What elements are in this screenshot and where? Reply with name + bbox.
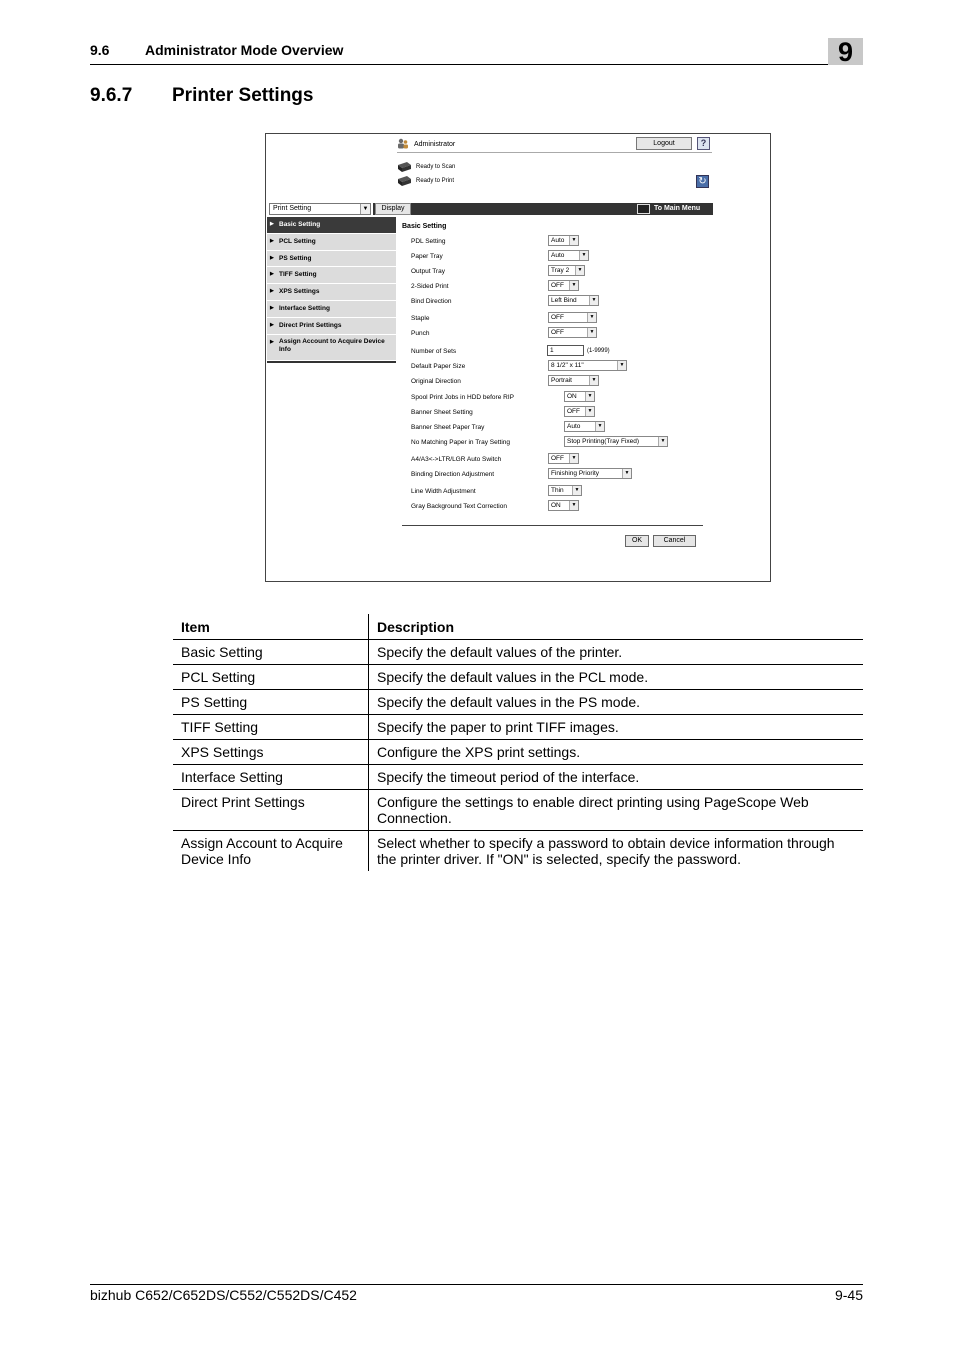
chevron-down-icon: ▼ [589, 296, 598, 305]
item-cell: Assign Account to Acquire Device Info [173, 831, 369, 872]
select-value: OFF [551, 282, 564, 289]
chevron-down-icon: ▼ [622, 469, 631, 478]
chevron-down-icon: ▼ [587, 328, 596, 337]
scanner-icon [397, 161, 412, 173]
binding-direction-adjustment-select[interactable] [548, 468, 632, 479]
item-cell: PS Setting [173, 690, 369, 715]
to-main-menu-link[interactable]: To Main Menu [654, 205, 701, 212]
select-value: 8 1/2" x 11" [551, 362, 584, 369]
description-cell: Specify the default values in the PCL mode. [369, 665, 864, 690]
chevron-down-icon: ▼ [585, 407, 594, 416]
field-label: Default Paper Size [411, 363, 466, 370]
select-value: Auto [551, 237, 565, 244]
item-cell: Direct Print Settings [173, 790, 369, 831]
sidebar-item-label: XPS Settings [279, 288, 320, 296]
refresh-button[interactable] [696, 175, 709, 188]
section-number: 9.6.7 [90, 85, 133, 106]
select-value: Tray 2 [551, 267, 570, 274]
field-label: Gray Background Text Correction [411, 503, 507, 510]
table-row [173, 640, 863, 665]
field-label: Banner Sheet Paper Tray [411, 424, 485, 431]
category-select-value: Print Setting [273, 205, 312, 212]
item-cell: Interface Setting [173, 765, 369, 790]
field-label: Original Direction [411, 378, 461, 385]
select-value: Auto [567, 423, 581, 430]
field-label: Number of Sets [411, 348, 457, 355]
triangle-icon: ▶ [270, 254, 274, 261]
chevron-down-icon: ▼ [585, 392, 594, 401]
footer-page-number: 9-45 [834, 1287, 863, 1303]
select-value: Left Bind [551, 297, 577, 304]
sidebar-item-label: Interface Setting [279, 304, 330, 312]
field-label: Line Width Adjustment [411, 488, 476, 495]
select-value: ON [551, 502, 561, 509]
field-label: Paper Tray [411, 253, 443, 260]
status-scan: Ready to Scan [416, 164, 456, 170]
field-label: Spool Print Jobs in HDD before RIP [411, 394, 514, 401]
triangle-icon: ▶ [270, 237, 274, 244]
no-matching-paper-select[interactable] [564, 436, 668, 447]
number-of-sets-input[interactable]: 1 [547, 345, 584, 356]
sidebar-item-label: Basic Setting [279, 221, 321, 228]
number-of-sets-range: (1-9999) [587, 348, 610, 354]
punch-select[interactable] [548, 327, 597, 338]
field-label: Output Tray [411, 268, 445, 275]
footer-model: bizhub C652/C652DS/C552/C552DS/C452 [90, 1287, 357, 1303]
table-row [173, 740, 863, 765]
select-value: OFF [551, 329, 564, 336]
select-value: Thin [551, 487, 564, 494]
ok-button[interactable]: OK [625, 535, 649, 547]
section-title: Printer Settings [172, 85, 314, 106]
banner-sheet-setting-select[interactable] [564, 406, 595, 417]
admin-label: Administrator [414, 141, 456, 148]
table-row [173, 765, 863, 790]
description-cell: Specify the default values in the PS mode. [369, 690, 864, 715]
chevron-down-icon: ▼ [572, 486, 581, 495]
chapter-badge [828, 38, 863, 65]
select-value: OFF [567, 408, 580, 415]
field-label: A4/A3<->LTR/LGR Auto Switch [411, 456, 502, 463]
help-button[interactable]: ? [697, 137, 710, 150]
item-cell: XPS Settings [173, 740, 369, 765]
field-label: Staple [411, 315, 430, 322]
sidebar-item-label: PCL Setting [279, 237, 316, 245]
field-label: Punch [411, 330, 430, 337]
sidebar-item-direct-print-settings[interactable] [267, 318, 396, 335]
header-section-title: Administrator Mode Overview [145, 42, 344, 58]
line-width-adjustment-select[interactable] [548, 485, 582, 496]
chevron-down-icon: ▼ [658, 437, 667, 446]
description-cell: Specify the paper to print TIFF images. [369, 715, 864, 740]
administrator-icon [397, 138, 409, 149]
refresh-icon: ↻ [698, 176, 707, 187]
pdl-setting-select[interactable] [548, 235, 579, 246]
description-cell: Configure the settings to enable direct printing using PageScope Web Connection. [369, 790, 864, 831]
triangle-icon: ▶ [270, 304, 274, 311]
field-label: Binding Direction Adjustment [411, 471, 495, 478]
triangle-icon: ▶ [270, 338, 274, 345]
table-row [173, 715, 863, 740]
field-label: Banner Sheet Setting [411, 409, 473, 416]
select-value: ON [567, 393, 577, 400]
spool-print-jobs-select[interactable] [564, 391, 595, 402]
description-cell: Configure the XPS print settings. [369, 740, 864, 765]
table-row [173, 690, 863, 715]
category-select[interactable] [269, 203, 371, 215]
item-cell: TIFF Setting [173, 715, 369, 740]
settings-description-table [173, 614, 863, 871]
description-cell: Specify the timeout period of the interface. [369, 765, 864, 790]
field-label: Bind Direction [411, 298, 452, 305]
triangle-icon: ▶ [270, 321, 274, 328]
select-value: Stop Printing(Tray Fixed) [567, 438, 640, 445]
item-cell: Basic Setting [173, 640, 369, 665]
table-row [173, 790, 863, 831]
form-bottom-rule [402, 525, 703, 526]
main-menu-icon [637, 204, 650, 214]
chevron-down-icon: ▼ [617, 361, 626, 370]
chevron-down-icon: ▼ [569, 501, 578, 510]
field-label: 2-Sided Print [411, 283, 449, 290]
chapter-number: 9 [837, 37, 854, 67]
printer-settings-screenshot [265, 133, 771, 582]
admin-underline [397, 152, 712, 153]
chevron-down-icon: ▼ [595, 422, 604, 431]
header-rule [90, 64, 863, 65]
column-header-description: Description [369, 614, 864, 640]
table-row [173, 831, 863, 872]
status-print: Ready to Print [416, 178, 455, 184]
sidebar-item-ps-setting[interactable] [267, 251, 396, 268]
sidebar-item-label: Assign Account to Acquire Device Info [279, 337, 385, 354]
sidebar-item-pcl-setting[interactable] [267, 234, 396, 251]
chevron-down-icon: ▼ [589, 376, 598, 385]
field-label: No Matching Paper in Tray Setting [411, 439, 510, 446]
sidebar-bottom-rule [267, 361, 396, 363]
bind-direction-select[interactable] [548, 295, 599, 306]
sidebar-item-xps-settings[interactable] [267, 284, 396, 301]
triangle-icon: ▶ [270, 271, 274, 278]
two-sided-print-select[interactable] [548, 280, 579, 291]
original-direction-select[interactable] [548, 375, 599, 386]
chevron-down-icon: ▼ [587, 313, 596, 322]
printer-icon [397, 175, 412, 187]
banner-sheet-paper-tray-select[interactable] [564, 421, 605, 432]
paper-tray-select[interactable] [548, 250, 589, 261]
select-value: Auto [551, 252, 565, 259]
triangle-icon: ▶ [270, 288, 274, 295]
footer-rule [90, 1284, 863, 1285]
header-section-number: 9.6 [90, 42, 110, 58]
display-button[interactable]: Display [375, 203, 411, 215]
table-header-row [173, 614, 863, 640]
description-cell: Select whether to specify a password to obtain device information through the printer driver. If "ON" is selected, specify the password. [377, 835, 835, 867]
gray-background-text-correction-select[interactable] [548, 500, 579, 511]
select-value: Finishing Priority [551, 470, 600, 477]
table-row [173, 665, 863, 690]
content-title: Basic Setting [402, 223, 447, 230]
output-tray-select[interactable] [548, 265, 585, 276]
chevron-down-icon: ▼ [579, 251, 588, 260]
staple-select[interactable] [548, 312, 597, 323]
sidebar-item-label: Direct Print Settings [279, 321, 342, 329]
cancel-button[interactable]: Cancel [653, 535, 696, 547]
sidebar-item-tiff-setting[interactable] [267, 267, 396, 284]
sidebar-item-interface-setting[interactable] [267, 301, 396, 318]
chevron-down-icon: ▼ [360, 204, 370, 214]
chevron-down-icon: ▼ [569, 281, 578, 290]
sidebar-item-assign-account[interactable] [267, 335, 396, 361]
auto-switch-select[interactable] [548, 453, 579, 464]
field-label: PDL Setting [411, 238, 446, 245]
chevron-down-icon: ▼ [569, 454, 578, 463]
column-header-item: Item [173, 614, 369, 640]
sidebar-item-basic-setting[interactable] [267, 217, 396, 234]
chevron-down-icon: ▼ [575, 266, 584, 275]
triangle-icon: ▶ [270, 221, 274, 227]
logout-button[interactable]: Logout [636, 137, 692, 150]
sidebar [267, 217, 396, 363]
item-cell: PCL Setting [173, 665, 369, 690]
sidebar-item-label: TIFF Setting [279, 271, 317, 279]
sidebar-item-label: PS Setting [279, 254, 312, 262]
select-value: OFF [551, 455, 564, 462]
description-cell: Specify the default values of the printer. [369, 640, 864, 665]
default-paper-size-select[interactable] [548, 360, 627, 371]
select-value: Portrait [551, 377, 572, 384]
chevron-down-icon: ▼ [569, 236, 578, 245]
select-value: OFF [551, 314, 564, 321]
